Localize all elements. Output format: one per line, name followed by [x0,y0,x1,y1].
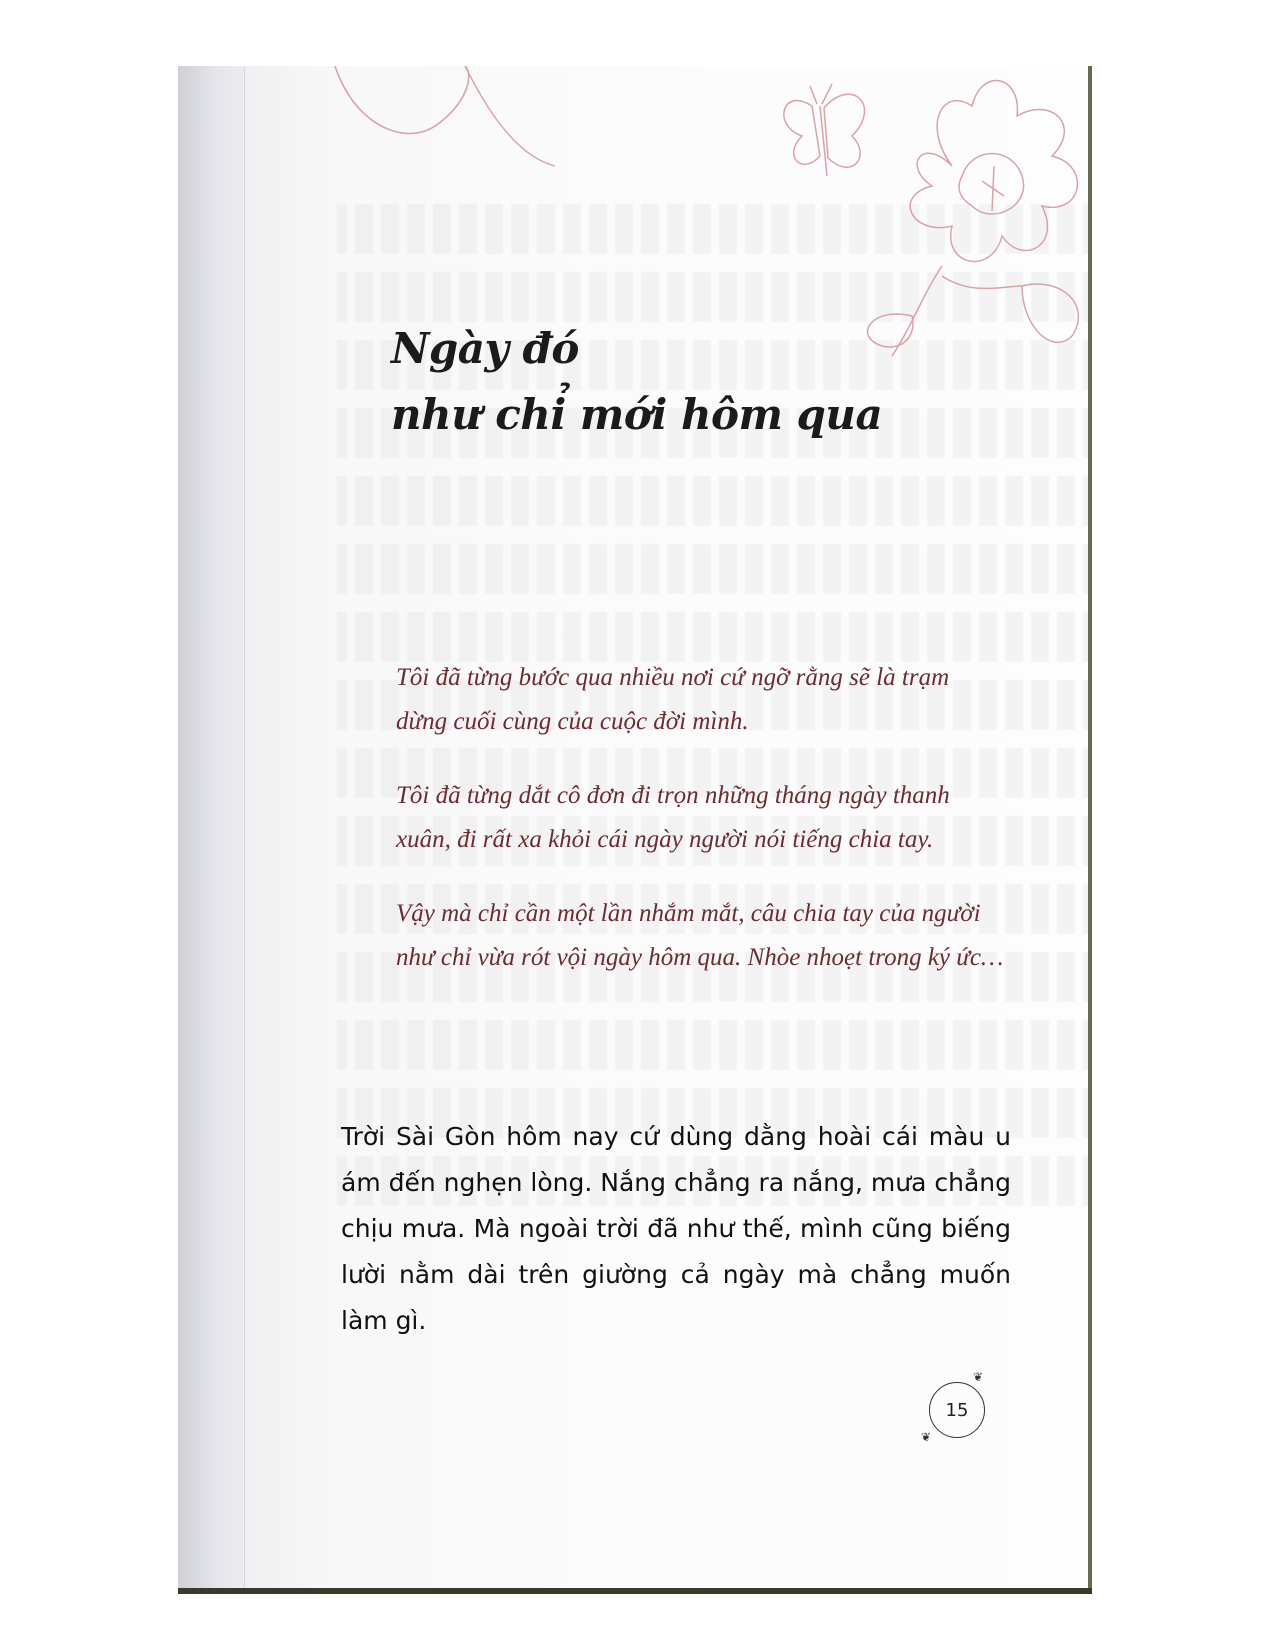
chapter-title [391,316,951,448]
decorative-curve [315,66,575,176]
page-edge [1088,66,1092,1594]
epigraph-stanza: Tôi đã từng dắt cô đơn đi trọn những tháng ngày thanh xuân, đi rất xa khỏi cái ngày người nói tiếng chia tay. [396,782,950,853]
laurel-icon: ❦ [921,1430,932,1444]
chapter-title-line-1: Ngày đó [391,324,579,373]
butterfly-illustration [784,84,865,176]
book-page [244,66,1092,1588]
body-paragraph: Trời Sài Gòn hôm nay cứ dùng dằng hoài cái màu u ám đến nghẹn lòng. Nắng chẳng ra nắng, mưa chẳng chịu mưa. Mà ngoài trời đã như thế, mình cũng biếng lười nằm dài trên giường cả ngày mà chẳng muốn làm gì. [341,1122,1011,1335]
page-edge [178,1588,1092,1594]
book-photo [178,66,1092,1588]
epigraph-stanza: Vậy mà chỉ cần một lần nhắm mắt, câu chia tay của người như chỉ vừa rót vội ngày hôm qua. Nhòe nhoẹt trong ký ức… [396,900,1004,971]
epigraph-stanza: Tôi đã từng bước qua nhiều nơi cứ ngỡ rằng sẽ là trạm dừng cuối cùng của cuộc đời mình. [396,664,950,735]
epigraph [396,656,1006,1010]
chapter-title-line-2: như chỉ mới hôm qua [391,390,883,439]
page-number [929,1382,985,1438]
laurel-icon: ❦ [973,1370,984,1384]
page-number-label: 15 [945,1399,969,1421]
